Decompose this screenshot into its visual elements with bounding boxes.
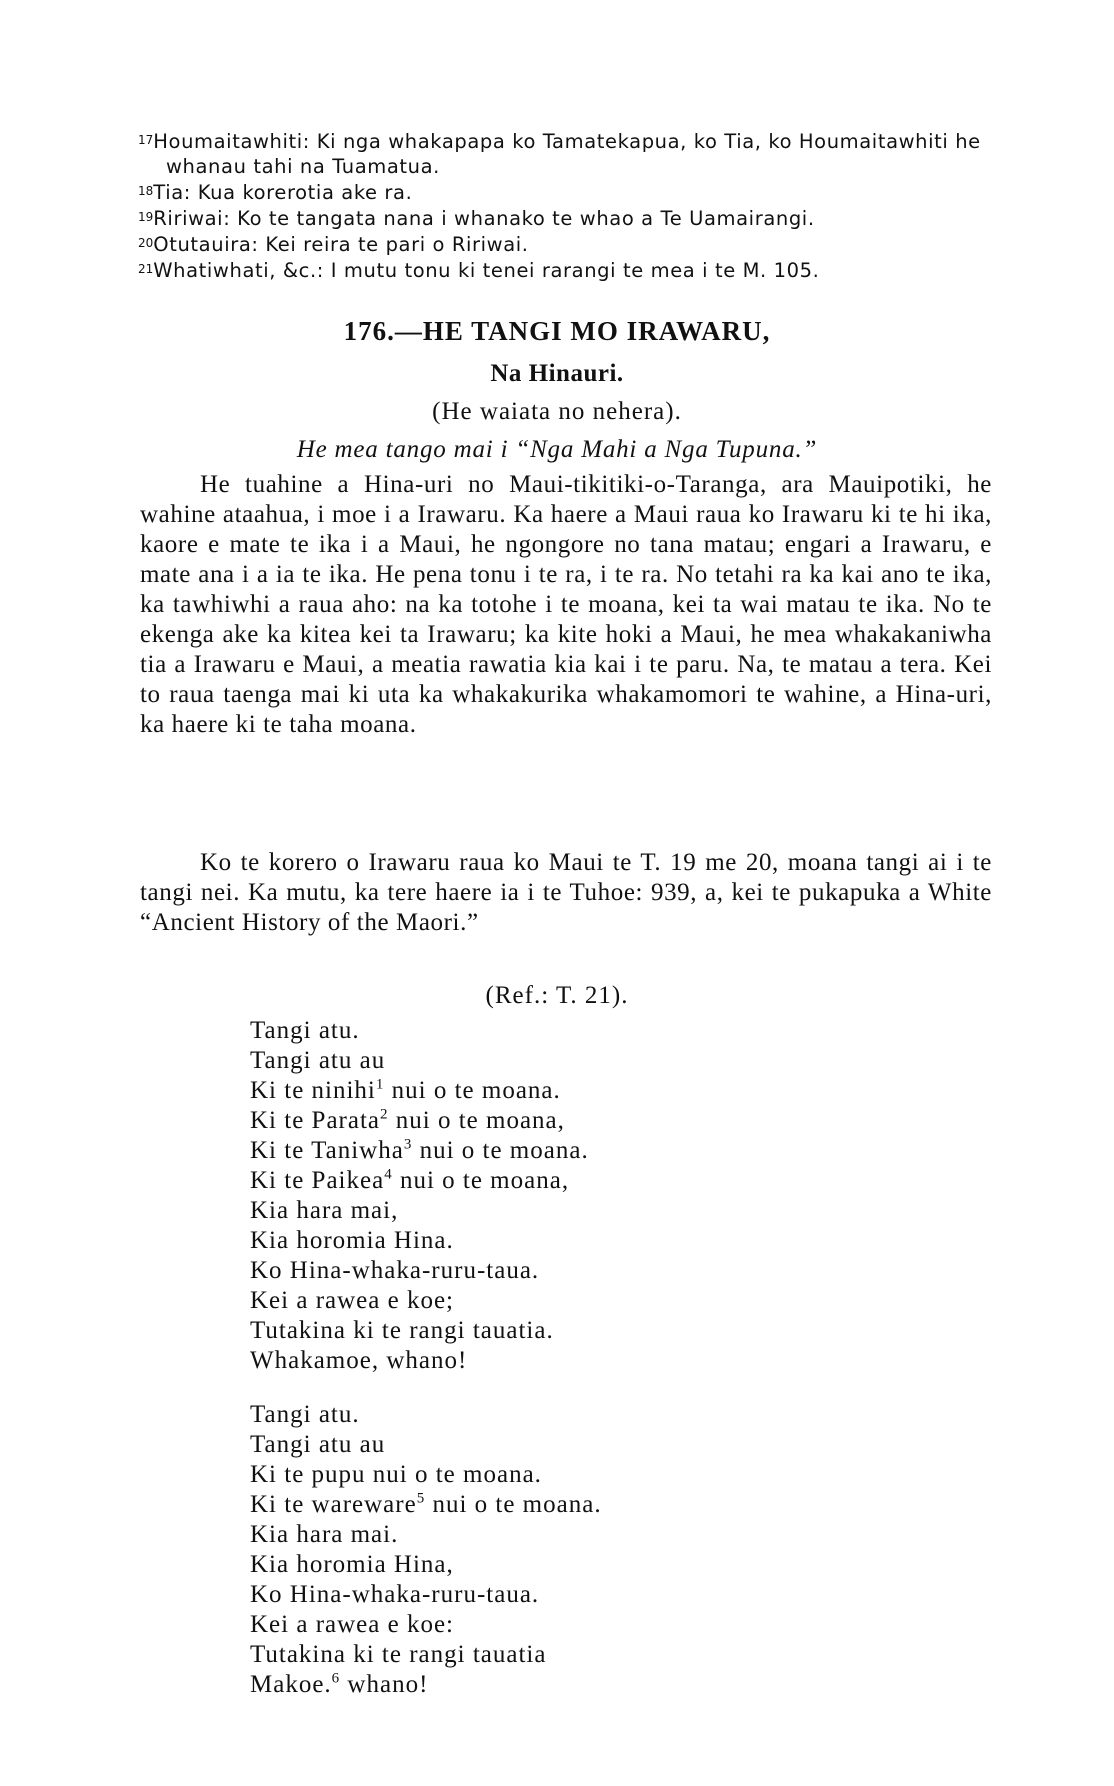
reference-note: (Ref.: T. 21). xyxy=(485,982,629,1009)
verse-line xyxy=(250,1640,602,1670)
footnote-marker: 3 xyxy=(403,1136,413,1153)
verse-line xyxy=(250,1610,602,1640)
footnote-text: Whatiwhati, &c.: I mutu tonu ki tenei rarangi te mea i te M. 105. xyxy=(153,259,820,282)
verse-line xyxy=(250,1076,589,1106)
verse-line-text: Kia hara mai. xyxy=(250,1521,399,1548)
verse-line-text: Ko Hina-whaka-ruru-taua. xyxy=(250,1257,540,1284)
verse-line xyxy=(250,1460,602,1490)
context-paragraph: Ko te korero o Irawaru raua ko Maui te T. 19 me 20, moana tangi ai i te tangi nei. Ka mutu, ka tere haere ia i te Tuhoe: 939, a, kei te pukapuka a White “Ancient History of the Maori.” xyxy=(140,849,992,936)
footnote xyxy=(138,179,988,205)
verse-line xyxy=(250,1166,589,1196)
footnote-marker: 1 xyxy=(375,1076,385,1093)
verse-line xyxy=(250,1196,589,1226)
verse-line-text: nui o te moana, xyxy=(388,1107,565,1134)
verse-line-text: Ki te Taniwha xyxy=(250,1137,404,1164)
verse-line xyxy=(250,1256,589,1286)
verse-line-text: nui o te moana, xyxy=(392,1167,570,1194)
verse-line xyxy=(250,1580,602,1610)
verse-line-text: Ko Hina-whaka-ruru-taua. xyxy=(250,1581,540,1608)
footnotes xyxy=(138,128,988,283)
song-type: (He waiata no nehera). xyxy=(432,398,682,425)
song-title: 176.—HE TANGI MO IRAWARU, xyxy=(343,316,771,346)
verse-line xyxy=(250,1490,602,1520)
verse-line-text: Ki te pupu nui o te moana. xyxy=(250,1461,542,1488)
verse-line-text: Tangi atu au xyxy=(250,1047,386,1074)
verse-line-text: Tangi atu. xyxy=(250,1401,360,1428)
verse-line-text: nui o te moana. xyxy=(425,1491,602,1518)
verse-line xyxy=(250,1670,602,1700)
footnote xyxy=(138,128,988,179)
verse-line xyxy=(250,1016,589,1046)
footnote-text: Tia: Kua korerotia ake ra. xyxy=(153,181,413,204)
verse-line xyxy=(250,1046,589,1076)
intro-paragraph: He tuahine a Hina-uri no Maui-tikitiki-o-Taranga, ara Mauipotiki, he wahine ataahua, i moe i a Irawaru. Ka haere a Maui raua ko Irawaru ki te hi ika, kaore e mate te ika i a Maui, he ngongore no tana matau; engari a Irawaru, e mate ana i a ia te ika. He pena tonu i te ra, i te ra. No tetahi ra ka kai ano te ika, ka tawhiwhi a raua aho: na ka totohe i te moana, kei ta wai matau te ika. No te ekenga ake ka kitea kei ta Irawaru; ka kite hoki a Maui, he mea whakakaniwha tia a Irawaru e Maui, a meatia rawatia kia kai i te paru. Na, te matau a tera. Kei to raua taenga mai ki uta ka whakakurika whakamomori te wahine, a Hina-uri, ka haere ki te taha moana. xyxy=(140,471,992,738)
verse-line-text: whano! xyxy=(340,1671,429,1698)
verse-line-text: nui o te moana. xyxy=(384,1077,561,1104)
footnote-text: Otutauira: Kei reira te pari o Ririwai. xyxy=(153,233,529,256)
verse-line-text: Tutakina ki te rangi tauatia xyxy=(250,1641,547,1668)
verse-line-text: Whakamoe, whano! xyxy=(250,1347,468,1374)
footnote-number: 21 xyxy=(138,262,154,276)
footnote xyxy=(138,257,988,283)
verse-line-text: Ki te ninihi xyxy=(250,1077,376,1104)
footnote-number: 20 xyxy=(138,236,154,250)
verse-line xyxy=(250,1226,589,1256)
footnote-text: Houmaitawhiti: Ki nga whakapapa ko Tamatekapua, ko Tia, ko Houmaitawhiti he whanau tahi na Tuamatua. xyxy=(153,130,981,178)
verse-line-text: Kia hara mai, xyxy=(250,1197,399,1224)
footnote-number: 18 xyxy=(138,184,154,198)
verse-line xyxy=(250,1316,589,1346)
verse-line-text: Ki te Paikea xyxy=(250,1167,385,1194)
verse-line-text: Tangi atu au xyxy=(250,1431,386,1458)
verse-line-text: Tangi atu. xyxy=(250,1017,360,1044)
verse-2 xyxy=(250,1400,602,1700)
footnote-number: 17 xyxy=(138,133,154,147)
verse-line-text: Ki te Parata xyxy=(250,1107,381,1134)
verse-line-text: Kia horomia Hina, xyxy=(250,1551,454,1578)
verse-line xyxy=(250,1520,602,1550)
verse-line xyxy=(250,1136,589,1166)
footnote-number: 19 xyxy=(138,210,154,224)
verse-line xyxy=(250,1430,602,1460)
song-source: He mea tango mai i “Nga Mahi a Nga Tupuna.” xyxy=(296,436,818,463)
verse-line-text: nui o te moana. xyxy=(412,1137,589,1164)
verse-line-text: Ki te wareware xyxy=(250,1491,417,1518)
footnote xyxy=(138,231,988,257)
footnote-marker: 6 xyxy=(331,1670,341,1687)
footnote-text: Ririwai: Ko te tangata nana i whanako te whao a Te Uamairangi. xyxy=(153,207,815,230)
verse-line-text: Makoe. xyxy=(250,1671,332,1698)
verse-line-text: Kia horomia Hina. xyxy=(250,1227,454,1254)
footnote-marker: 4 xyxy=(384,1166,393,1183)
footnote-marker: 5 xyxy=(416,1490,426,1507)
verse-1 xyxy=(250,1016,589,1376)
verse-line xyxy=(250,1550,602,1580)
song-author: Na Hinauri. xyxy=(490,360,624,387)
footnote-marker: 2 xyxy=(380,1106,389,1123)
verse-line-text: Kei a rawea e koe: xyxy=(250,1611,454,1638)
footnote xyxy=(138,205,988,231)
verse-line-text: Kei a rawea e koe; xyxy=(250,1287,454,1314)
verse-line-text: Tutakina ki te rangi tauatia. xyxy=(250,1317,554,1344)
verse-line xyxy=(250,1106,589,1136)
verse-line xyxy=(250,1286,589,1316)
verse-line xyxy=(250,1400,602,1430)
verse-line xyxy=(250,1346,589,1376)
